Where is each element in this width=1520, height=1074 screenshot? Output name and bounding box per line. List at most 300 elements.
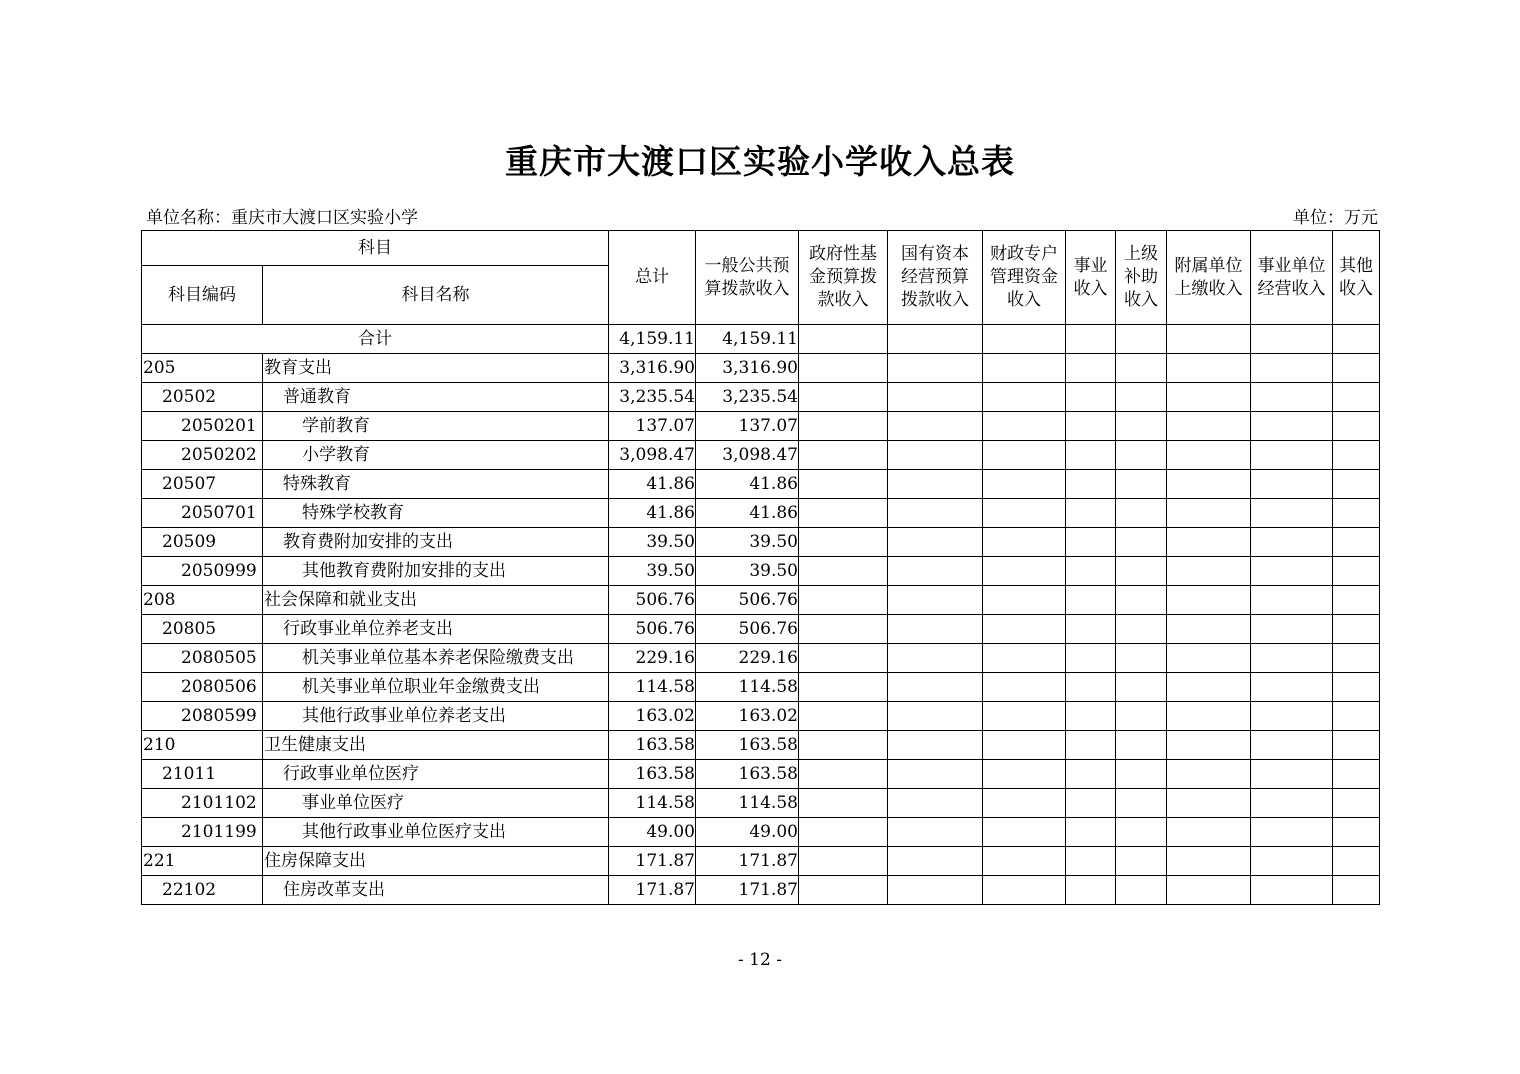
amount-cell (1116, 354, 1167, 383)
header-affiliate-remittance (1167, 231, 1251, 325)
amount-cell (983, 876, 1066, 905)
amount-cell (799, 876, 888, 905)
amount-cell (983, 818, 1066, 847)
amount-cell (1066, 818, 1116, 847)
subject-code-cell: 208 (142, 586, 263, 615)
header-fiscal-account-funds (983, 231, 1066, 325)
header-line: 收入 (1007, 290, 1041, 310)
amount-cell: 137.07 (609, 412, 696, 441)
amount-cell (799, 760, 888, 789)
header-line: 经营收入 (1257, 278, 1326, 299)
amount-cell (1167, 383, 1251, 412)
amount-cell (888, 847, 983, 876)
header-total (609, 231, 696, 325)
amount-cell (1167, 789, 1251, 818)
table-row (142, 557, 1380, 586)
header-government-fund-budget (799, 231, 888, 325)
amount-cell (983, 789, 1066, 818)
amount-cell (1251, 383, 1333, 412)
amount-cell: 3,235.54 (696, 383, 799, 412)
header-line: 拨款收入 (901, 290, 969, 310)
unit-name-label: 单位名称：重庆市大渡口区实验小学 (146, 208, 418, 228)
header-line: 财政专户 (990, 244, 1058, 264)
amount-cell: 163.58 (609, 760, 696, 789)
amount-cell (1251, 644, 1333, 673)
amount-cell (799, 702, 888, 731)
total-row (142, 325, 1380, 354)
amount-cell (1333, 470, 1380, 499)
amount-cell (1251, 586, 1333, 615)
amount-cell (1251, 557, 1333, 586)
amount-cell: 506.76 (696, 586, 799, 615)
header-line: 经营预算 (901, 267, 969, 287)
amount-cell (1333, 528, 1380, 557)
amount-cell: 114.58 (696, 673, 799, 702)
amount-cell (1167, 702, 1251, 731)
amount-cell (799, 528, 888, 557)
amount-cell (888, 673, 983, 702)
amount-cell (1251, 470, 1333, 499)
amount-cell (1116, 412, 1167, 441)
amount-cell (1066, 760, 1116, 789)
amount-cell (983, 702, 1066, 731)
amount-cell (1333, 702, 1380, 731)
amount-cell (1333, 644, 1380, 673)
total-cell (1066, 325, 1116, 354)
amount-cell: 137.07 (696, 412, 799, 441)
amount-cell (1066, 383, 1116, 412)
subject-name-cell: 其他教育费附加安排的支出 (263, 557, 609, 586)
amount-cell (1116, 499, 1167, 528)
amount-cell (888, 702, 983, 731)
total-cell (983, 325, 1066, 354)
amount-cell (1167, 760, 1251, 789)
amount-cell (1333, 731, 1380, 760)
amount-cell (799, 586, 888, 615)
subject-name-cell: 住房保障支出 (263, 847, 609, 876)
subject-code-cell: 20805 (142, 615, 263, 644)
amount-cell: 163.02 (696, 702, 799, 731)
amount-cell: 163.58 (696, 731, 799, 760)
total-cell (1333, 325, 1380, 354)
amount-cell (1167, 528, 1251, 557)
amount-cell (1333, 789, 1380, 818)
amount-cell (799, 441, 888, 470)
amount-cell (1251, 702, 1333, 731)
subject-name-cell: 卫生健康支出 (263, 731, 609, 760)
amount-cell (1066, 644, 1116, 673)
amount-cell: 39.50 (696, 528, 799, 557)
table-row (142, 818, 1380, 847)
total-cell (888, 325, 983, 354)
header-subject: 科目 (142, 231, 609, 266)
subject-code-cell: 221 (142, 847, 263, 876)
amount-cell: 49.00 (609, 818, 696, 847)
amount-cell (1333, 760, 1380, 789)
amount-cell (1333, 586, 1380, 615)
amount-cell (1066, 847, 1116, 876)
subject-name-cell: 行政事业单位医疗 (263, 760, 609, 789)
amount-cell (1066, 354, 1116, 383)
table-row (142, 847, 1380, 876)
amount-cell (799, 412, 888, 441)
amount-cell (1251, 441, 1333, 470)
amount-cell (1116, 818, 1167, 847)
subject-code-cell: 2080505 (142, 644, 263, 673)
header-line: 款收入 (817, 290, 869, 310)
subject-code-cell: 20502 (142, 383, 263, 412)
amount-cell: 41.86 (696, 499, 799, 528)
subject-code-cell: 205 (142, 354, 263, 383)
amount-cell (888, 354, 983, 383)
amount-cell (799, 673, 888, 702)
header-line: 政府性基 (809, 244, 877, 264)
header-line: 一般公共预 (704, 255, 790, 276)
amount-cell (1251, 876, 1333, 905)
amount-cell (799, 615, 888, 644)
amount-cell: 229.16 (609, 644, 696, 673)
amount-cell (888, 760, 983, 789)
amount-cell (983, 673, 1066, 702)
table-row (142, 760, 1380, 789)
table-row (142, 383, 1380, 412)
amount-cell (1251, 731, 1333, 760)
amount-cell: 506.76 (609, 586, 696, 615)
amount-cell (1333, 354, 1380, 383)
amount-cell: 506.76 (609, 615, 696, 644)
amount-cell: 41.86 (696, 470, 799, 499)
amount-cell: 3,316.90 (696, 354, 799, 383)
amount-cell (983, 586, 1066, 615)
amount-cell (1116, 557, 1167, 586)
amount-cell (983, 615, 1066, 644)
amount-cell (1167, 644, 1251, 673)
subject-name-cell: 行政事业单位养老支出 (263, 615, 609, 644)
amount-cell (1333, 876, 1380, 905)
total-cell: 4,159.11 (609, 325, 696, 354)
amount-cell (1066, 673, 1116, 702)
subject-code-cell: 2050999 (142, 557, 263, 586)
amount-cell (1333, 615, 1380, 644)
subject-code-cell: 2080599 (142, 702, 263, 731)
amount-cell (1116, 644, 1167, 673)
unit-label: 单位：万元 (1293, 208, 1378, 228)
subject-code-cell: 2050701 (142, 499, 263, 528)
amount-cell (1251, 615, 1333, 644)
amount-cell (799, 557, 888, 586)
amount-cell (1116, 470, 1167, 499)
amount-cell: 171.87 (609, 847, 696, 876)
amount-cell (1116, 702, 1167, 731)
amount-cell (1116, 441, 1167, 470)
amount-cell (1066, 615, 1116, 644)
amount-cell (1167, 876, 1251, 905)
table-row (142, 702, 1380, 731)
table-row (142, 644, 1380, 673)
amount-cell (1251, 789, 1333, 818)
amount-cell (799, 354, 888, 383)
table-body (142, 325, 1380, 905)
amount-cell (1116, 789, 1167, 818)
amount-cell (1167, 847, 1251, 876)
amount-cell: 114.58 (609, 673, 696, 702)
amount-cell: 163.58 (696, 760, 799, 789)
amount-cell (888, 818, 983, 847)
amount-cell (888, 557, 983, 586)
table-row (142, 354, 1380, 383)
amount-cell (1251, 818, 1333, 847)
table-row (142, 731, 1380, 760)
amount-cell (799, 644, 888, 673)
amount-cell (799, 470, 888, 499)
subject-name-cell: 学前教育 (263, 412, 609, 441)
amount-cell (1251, 760, 1333, 789)
subject-name-cell: 机关事业单位基本养老保险缴费支出 (263, 644, 609, 673)
amount-cell: 39.50 (609, 557, 696, 586)
table-row (142, 615, 1380, 644)
amount-cell (1116, 615, 1167, 644)
subject-name-cell: 事业单位医疗 (263, 789, 609, 818)
subject-code-cell: 2050202 (142, 441, 263, 470)
amount-cell (1116, 383, 1167, 412)
amount-cell (983, 731, 1066, 760)
amount-cell (983, 644, 1066, 673)
amount-cell: 171.87 (696, 847, 799, 876)
amount-cell (983, 383, 1066, 412)
header-operating-income (1251, 231, 1333, 325)
subject-name-cell: 普通教育 (263, 383, 609, 412)
amount-cell (888, 470, 983, 499)
amount-cell (983, 499, 1066, 528)
amount-cell (799, 818, 888, 847)
amount-cell (1116, 673, 1167, 702)
table-row (142, 876, 1380, 905)
amount-cell: 171.87 (609, 876, 696, 905)
amount-cell (1066, 528, 1116, 557)
amount-cell (1066, 441, 1116, 470)
amount-cell (799, 383, 888, 412)
amount-cell: 114.58 (609, 789, 696, 818)
amount-cell (1066, 876, 1116, 905)
amount-cell (1066, 702, 1116, 731)
amount-cell (888, 789, 983, 818)
amount-cell (799, 847, 888, 876)
income-summary-table (141, 230, 1380, 905)
amount-cell (1167, 499, 1251, 528)
header-general-public-budget (696, 231, 799, 325)
header-state-capital-budget (888, 231, 983, 325)
amount-cell (983, 557, 1066, 586)
amount-cell (1167, 731, 1251, 760)
total-cell (1251, 325, 1333, 354)
amount-cell: 41.86 (609, 499, 696, 528)
header-line: 总计 (635, 267, 669, 287)
table-row (142, 499, 1380, 528)
amount-cell: 114.58 (696, 789, 799, 818)
amount-cell (1167, 470, 1251, 499)
subject-code-cell: 21011 (142, 760, 263, 789)
amount-cell (1333, 557, 1380, 586)
amount-cell (1167, 818, 1251, 847)
amount-cell: 39.50 (696, 557, 799, 586)
header-line: 附属单位 (1174, 255, 1243, 276)
amount-cell (1333, 673, 1380, 702)
amount-cell (1066, 470, 1116, 499)
amount-cell (1066, 789, 1116, 818)
amount-cell (983, 847, 1066, 876)
amount-cell (888, 644, 983, 673)
header-subject-name: 科目名称 (263, 266, 609, 325)
table-row (142, 586, 1380, 615)
subject-name-cell: 其他行政事业单位养老支出 (263, 702, 609, 731)
header-line: 事业 (1073, 255, 1108, 276)
amount-cell (1167, 557, 1251, 586)
page-title: 重庆市大渡口区实验小学收入总表 (505, 142, 1015, 181)
table-row (142, 441, 1380, 470)
header-line: 事业单位 (1257, 255, 1326, 276)
amount-cell (1251, 354, 1333, 383)
amount-cell (1167, 412, 1251, 441)
table-row (142, 789, 1380, 818)
amount-cell: 506.76 (696, 615, 799, 644)
amount-cell (1066, 731, 1116, 760)
subject-code-cell: 20507 (142, 470, 263, 499)
header-line: 收入 (1124, 290, 1158, 310)
amount-cell (983, 441, 1066, 470)
amount-cell: 171.87 (696, 876, 799, 905)
amount-cell (1251, 412, 1333, 441)
amount-cell (1333, 412, 1380, 441)
amount-cell (1066, 586, 1116, 615)
amount-cell (1167, 615, 1251, 644)
subject-code-cell: 2050201 (142, 412, 263, 441)
header-superior-subsidy (1116, 231, 1167, 325)
amount-cell (799, 731, 888, 760)
amount-cell (888, 731, 983, 760)
subject-name-cell: 特殊学校教育 (263, 499, 609, 528)
subject-name-cell: 其他行政事业单位医疗支出 (263, 818, 609, 847)
subject-name-cell: 社会保障和就业支出 (263, 586, 609, 615)
amount-cell (888, 499, 983, 528)
table-row (142, 412, 1380, 441)
amount-cell: 3,235.54 (609, 383, 696, 412)
amount-cell (888, 876, 983, 905)
subject-code-cell: 20509 (142, 528, 263, 557)
amount-cell (1116, 586, 1167, 615)
table-row (142, 528, 1380, 557)
amount-cell (983, 470, 1066, 499)
amount-cell: 3,316.90 (609, 354, 696, 383)
header-line: 收入 (1073, 278, 1108, 299)
header-line: 上级 (1124, 244, 1158, 264)
amount-cell (888, 441, 983, 470)
amount-cell (1333, 383, 1380, 412)
amount-cell (1333, 499, 1380, 528)
amount-cell: 3,098.47 (609, 441, 696, 470)
amount-cell: 229.16 (696, 644, 799, 673)
subject-code-cell: 2101199 (142, 818, 263, 847)
total-cell (1116, 325, 1167, 354)
subject-code-cell: 2101102 (142, 789, 263, 818)
total-cell: 4,159.11 (696, 325, 799, 354)
amount-cell (1116, 731, 1167, 760)
amount-cell (1116, 760, 1167, 789)
amount-cell (1251, 673, 1333, 702)
subject-code-cell: 22102 (142, 876, 263, 905)
header-line: 收入 (1339, 278, 1373, 299)
amount-cell (983, 528, 1066, 557)
amount-cell (799, 499, 888, 528)
header-line: 补助 (1124, 267, 1158, 287)
amount-cell: 163.58 (609, 731, 696, 760)
subject-name-cell: 教育支出 (263, 354, 609, 383)
amount-cell (1251, 528, 1333, 557)
amount-cell (888, 383, 983, 412)
amount-cell (1333, 441, 1380, 470)
amount-cell (888, 528, 983, 557)
table-row (142, 673, 1380, 702)
amount-cell: 41.86 (609, 470, 696, 499)
amount-cell (1116, 876, 1167, 905)
total-label: 合计 (142, 325, 609, 354)
header-line: 上缴收入 (1174, 278, 1243, 299)
amount-cell (1167, 586, 1251, 615)
amount-cell: 163.02 (609, 702, 696, 731)
amount-cell (1116, 528, 1167, 557)
header-line: 管理资金 (990, 267, 1058, 287)
header-business-income (1066, 231, 1116, 325)
header-line: 其他 (1339, 255, 1373, 276)
header-line: 算拨款收入 (704, 278, 790, 299)
subject-name-cell: 特殊教育 (263, 470, 609, 499)
amount-cell (888, 586, 983, 615)
page-number: - 12 - (738, 950, 782, 970)
amount-cell (1116, 847, 1167, 876)
header-other-income (1333, 231, 1380, 325)
subject-name-cell: 教育费附加安排的支出 (263, 528, 609, 557)
amount-cell (1167, 673, 1251, 702)
amount-cell (1251, 499, 1333, 528)
amount-cell (1167, 354, 1251, 383)
header-line: 国有资本 (901, 244, 969, 264)
amount-cell (888, 615, 983, 644)
amount-cell (1066, 499, 1116, 528)
amount-cell (888, 412, 983, 441)
amount-cell (1066, 557, 1116, 586)
amount-cell (983, 412, 1066, 441)
amount-cell (1167, 441, 1251, 470)
subject-name-cell: 住房改革支出 (263, 876, 609, 905)
amount-cell: 3,098.47 (696, 441, 799, 470)
table-row (142, 470, 1380, 499)
amount-cell (1251, 847, 1333, 876)
total-cell (1167, 325, 1251, 354)
amount-cell (983, 354, 1066, 383)
header-line: 金预算拨 (809, 267, 877, 287)
amount-cell (1066, 412, 1116, 441)
amount-cell (1333, 818, 1380, 847)
amount-cell (799, 789, 888, 818)
subject-name-cell: 小学教育 (263, 441, 609, 470)
amount-cell (1333, 847, 1380, 876)
subject-code-cell: 210 (142, 731, 263, 760)
header-subject-code: 科目编码 (142, 266, 263, 325)
subject-code-cell: 2080506 (142, 673, 263, 702)
total-cell (799, 325, 888, 354)
amount-cell: 39.50 (609, 528, 696, 557)
subject-name-cell: 机关事业单位职业年金缴费支出 (263, 673, 609, 702)
amount-cell: 49.00 (696, 818, 799, 847)
